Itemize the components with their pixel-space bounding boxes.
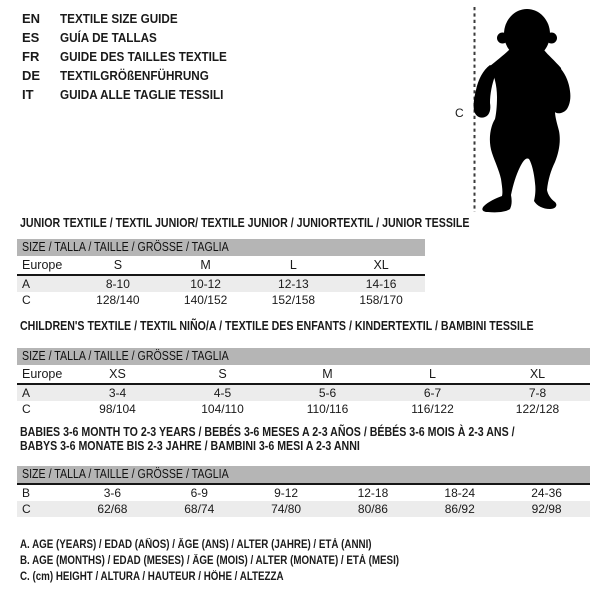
baby-ear-left (497, 33, 508, 44)
size-cell: 10-12 (190, 277, 221, 291)
row-label: C (22, 293, 31, 307)
size-col-header: M (200, 258, 211, 272)
size-cell: 9-12 (274, 486, 299, 500)
junior-section-title: JUNIOR TEXTILE / TEXTIL JUNIOR/ TEXTILE JUNIOR / JUNIORTEXTIL / JUNIOR TESSILE (20, 216, 470, 230)
lang-title: GUIDE DES TAILLES TEXTILE (60, 49, 227, 64)
size-cell: 6-7 (423, 386, 442, 400)
row-label: C (22, 402, 31, 416)
lang-code: IT (22, 87, 34, 102)
size-cell: 6-9 (190, 486, 208, 500)
size-col-header: S (113, 258, 123, 272)
size-col-header: L (289, 258, 297, 272)
size-cell: 158/170 (359, 293, 403, 307)
size-cell: 24-36 (531, 486, 562, 500)
lang-code: EN (22, 11, 41, 26)
lang-row-de (22, 66, 245, 85)
junior-size-table (17, 239, 425, 308)
baby-silhouette (450, 5, 580, 215)
row-label: C (22, 502, 31, 516)
table-row-height (17, 292, 425, 308)
lang-title: GUIDA ALLE TAGLIE TESSILI (60, 87, 224, 102)
lang-row-en (22, 9, 245, 28)
size-cell: 62/68 (97, 502, 128, 516)
region-label: Europe (22, 258, 63, 272)
size-cell: 110/116 (306, 402, 349, 416)
size-cell: 18-24 (444, 486, 476, 500)
measurement-legend (20, 538, 466, 585)
size-cell: 122/128 (515, 402, 560, 416)
region-header-row (17, 256, 425, 274)
size-cell: 8-10 (105, 277, 130, 291)
size-cell: 128/140 (96, 293, 140, 307)
babies-size-table (17, 466, 590, 517)
size-cell: 14-16 (365, 277, 397, 291)
table-row-age-months (17, 485, 590, 501)
children-size-table (17, 348, 590, 417)
size-cell: 86/92 (444, 502, 475, 516)
size-cell: 5-6 (318, 386, 337, 400)
size-col-header: XL (529, 367, 546, 381)
region-label: Europe (22, 367, 63, 381)
baby-ear-right (546, 33, 557, 44)
size-cell: 74/80 (271, 502, 302, 516)
babies-section-title: BABIES 3-6 MONTH TO 2-3 YEARS / BEBÉS 3-6 MESES A 2-3 AÑOS / BÉBÉS 3-6 MOIS À 2-3 ANS / BABYS 3-6 MONATE BIS 2-3 JAHRE / BAMBINI 3-6 MESI A 2-3 ANNI (20, 425, 515, 453)
lang-code: ES (22, 30, 40, 45)
size-col-header: XL (373, 258, 389, 272)
height-measure-label: C (455, 106, 464, 120)
table-row-age (17, 276, 425, 292)
children-section-title: CHILDREN'S TEXTILE / TEXTIL NIÑO/A / TEXTILE DES ENFANTS / KINDERTEXTIL / BAMBINI TESSILE (20, 319, 534, 333)
legend-line-b: B. AGE (MONTHS) / EDAD (MESES) / ÂGE (MOIS) / ALTER (MONATE) / ETÀ (MESI) (20, 554, 400, 567)
table-row-age (17, 385, 590, 401)
size-header-band: SIZE / TALLA / TAILLE / GRÖSSE / TAGLIA (17, 348, 590, 365)
size-col-header: L (429, 367, 436, 381)
row-label: B (22, 486, 31, 500)
size-cell: 140/152 (183, 293, 228, 307)
table-row-height (17, 501, 590, 517)
region-header-row (17, 365, 590, 383)
size-cell: 12-18 (357, 486, 389, 500)
size-header-band: SIZE / TALLA / TAILLE / GRÖSSE / TAGLIA (17, 466, 590, 483)
size-cell: 92/98 (531, 502, 562, 516)
size-cell: 3-4 (108, 386, 127, 400)
size-cell: 152/158 (271, 293, 316, 307)
legend-line-a: A. AGE (YEARS) / EDAD (AÑOS) / ÂGE (ANS) / ALTER (JAHRE) / ETÀ (ANNI) (20, 539, 372, 551)
legend-line-c: C. (cm) HEIGHT / ALTURA / HAUTEUR / HÖHE / ALTEZZA (20, 570, 284, 583)
lang-title: TEXTILE SIZE GUIDE (60, 11, 178, 26)
size-cell: 98/104 (99, 402, 136, 416)
baby-arm-left (474, 65, 496, 118)
language-title-list (22, 9, 245, 104)
row-label: A (22, 386, 31, 400)
size-col-header: M (322, 367, 333, 381)
lang-title: TEXTILGRÖßENFÜHRUNG (60, 68, 209, 83)
lang-code: DE (22, 68, 41, 83)
size-cell: 3-6 (103, 486, 122, 500)
row-label: A (22, 277, 31, 291)
lang-row-es (22, 28, 245, 47)
size-cell: 80/86 (357, 502, 388, 516)
size-col-header: S (218, 367, 227, 381)
size-col-header: XS (109, 367, 126, 381)
size-cell: 12-13 (278, 277, 309, 291)
size-cell: 4-5 (213, 386, 232, 400)
size-cell: 7-8 (528, 386, 547, 400)
lang-code: FR (22, 49, 40, 64)
lang-title: GUÍA DE TALLAS (60, 30, 157, 45)
lang-row-it (22, 85, 245, 104)
size-cell: 68/74 (184, 502, 215, 516)
table-row-height (17, 401, 590, 417)
lang-row-fr (22, 47, 245, 66)
size-cell: 116/122 (411, 402, 454, 416)
size-cell: 104/110 (201, 402, 244, 416)
size-header-band: SIZE / TALLA / TAILLE / GRÖSSE / TAGLIA (17, 239, 425, 256)
